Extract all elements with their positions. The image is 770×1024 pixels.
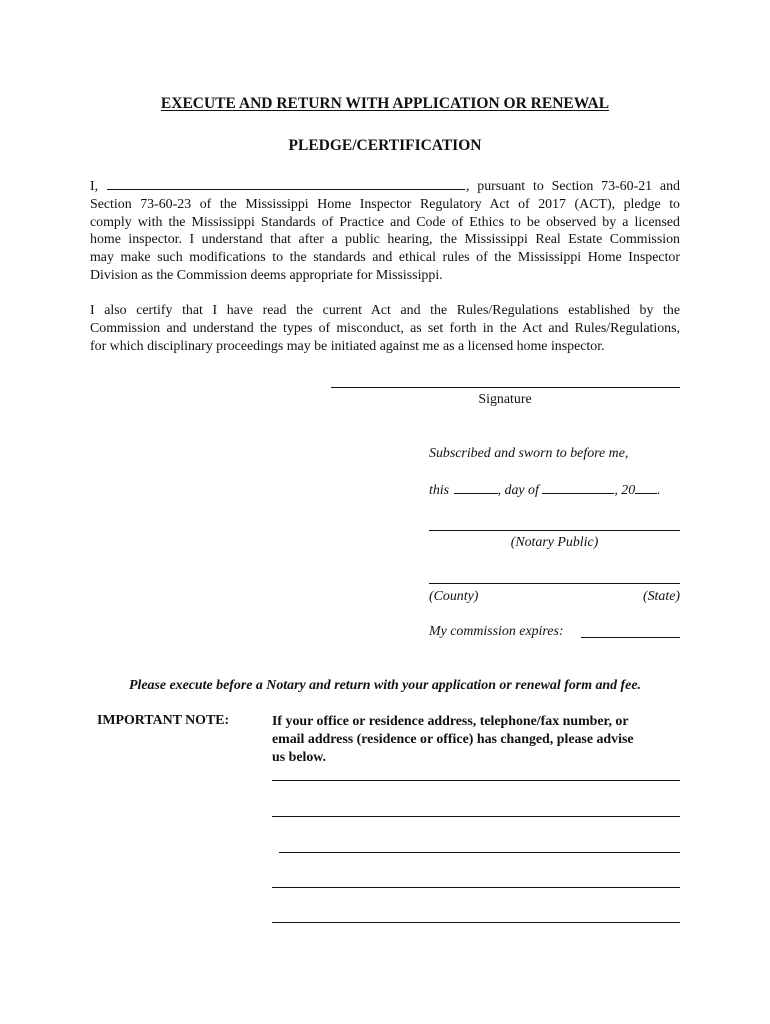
pledge-paragraph: [90, 177, 680, 285]
pledge-line-3: comply with the Mississippi Standards of Practice and Code of Ethics to be observed by a licensed: [90, 214, 680, 230]
address-change-line-1[interactable]: [272, 780, 680, 781]
notary-signature-line[interactable]: [429, 530, 680, 531]
important-note-label: IMPORTANT NOTE:: [97, 713, 230, 728]
document-subtitle: PLEDGE/CERTIFICATION: [288, 137, 482, 154]
certify-line-2: Commission and understand the types of misconduct, as set forth in the Act and Rules/Regulations,: [90, 320, 680, 336]
important-line-2: email address (residence or office) has changed, please advise: [272, 732, 634, 747]
day-field[interactable]: [454, 482, 498, 494]
subscribed-text: Subscribed and sworn to before me,: [429, 446, 629, 461]
date-period: .: [657, 483, 661, 498]
year-field[interactable]: [635, 482, 657, 494]
year-prefix: , 20: [614, 483, 636, 498]
notary-instruction: Please execute before a Notary and return with your application or renewal form and fee.: [128, 678, 641, 693]
county-state-line[interactable]: [429, 583, 680, 584]
address-change-line-4[interactable]: [272, 887, 680, 888]
pledge-line-1: [90, 177, 680, 196]
certify-line-1: I also certify that I have read the current Act and the Rules/Regulations established by the: [90, 303, 680, 318]
certify-line-3: for which disciplinary proceedings may be initiated against me as a licensed home inspector.: [90, 338, 605, 354]
state-label: (State): [642, 589, 680, 604]
commission-expires-row: [429, 624, 564, 640]
important-line-1: If your office or residence address, telephone/fax number, or: [272, 714, 629, 729]
signature-line[interactable]: [331, 387, 680, 388]
commission-expires-label: My commission expires:: [429, 624, 564, 639]
signature-label: Signature: [478, 392, 532, 407]
pledge-line-1-suffix: , pursuant to Section 73-60-21 and: [465, 179, 680, 194]
address-change-line-3[interactable]: [279, 852, 680, 853]
pledge-line-2: Section 73-60-23 of the Mississippi Home Inspector Regulatory Act of 2017 (ACT), pledge to: [90, 196, 680, 212]
address-change-line-2[interactable]: [272, 816, 680, 817]
date-line: [429, 482, 680, 499]
pledge-line-6: Division as the Commission deems appropriate for Mississippi.: [90, 267, 443, 283]
inspector-name-field[interactable]: [107, 177, 465, 190]
notary-public-label: (Notary Public): [510, 535, 599, 550]
month-field[interactable]: [542, 482, 614, 494]
this-prefix: this: [429, 483, 450, 498]
pledge-line-5: may make such modifications to the standards and ethical rules of the Mississippi Home Inspector: [90, 250, 680, 266]
pledge-line-4: home inspector. I understand that after a public hearing, the Mississippi Real Estate Commission: [90, 232, 680, 248]
pledge-prefix: I,: [90, 179, 99, 194]
certify-paragraph: [90, 302, 680, 355]
important-line-3: us below.: [272, 750, 327, 765]
document-title: EXECUTE AND RETURN WITH APPLICATION OR RENEWAL: [160, 95, 610, 112]
day-of-text: , day of: [497, 483, 539, 498]
commission-expires-field[interactable]: [581, 637, 680, 638]
county-label: (County): [429, 589, 479, 604]
address-change-line-5[interactable]: [272, 922, 680, 923]
important-note-text: [272, 713, 680, 767]
